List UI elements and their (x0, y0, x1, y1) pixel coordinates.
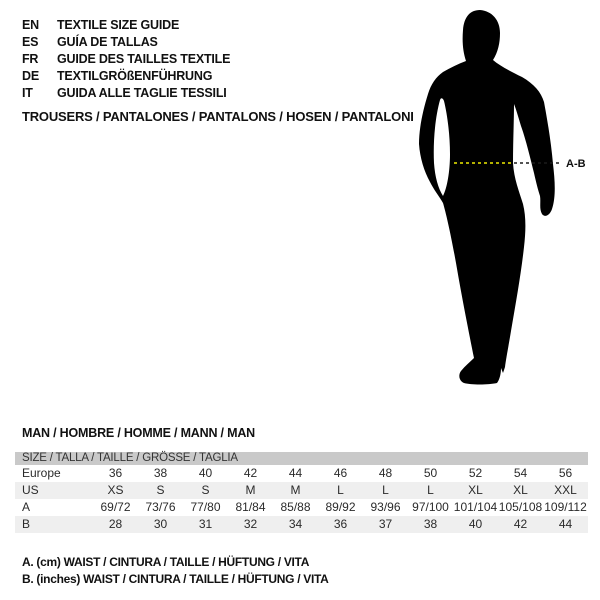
cell: 81/84 (235, 500, 266, 514)
cell: 37 (378, 517, 393, 531)
garment-heading: TROUSERS / PANTALONES / PANTALONS / HOSEN / PANTALONI (22, 109, 414, 124)
man-silhouette (419, 10, 555, 385)
cell: L (427, 483, 434, 497)
cell: 48 (378, 466, 393, 480)
cell: 52 (468, 466, 483, 480)
lang-row-it (22, 85, 230, 102)
cell: 44 (288, 466, 303, 480)
cell: L (382, 483, 389, 497)
cell: 28 (108, 517, 123, 531)
cell: 42 (243, 466, 258, 480)
lang-code: EN (22, 18, 39, 32)
lang-row-de (22, 68, 230, 85)
cell: 44 (558, 517, 573, 531)
lang-label: GUIDA ALLE TAGLIE TESSILI (57, 86, 227, 100)
cell: 40 (198, 466, 213, 480)
size-table (15, 452, 588, 533)
cell: M (245, 483, 256, 497)
lang-row-fr (22, 51, 230, 68)
table-row-us (15, 482, 588, 499)
cell: 73/76 (145, 500, 176, 514)
cell: S (156, 483, 165, 497)
cell: M (290, 483, 301, 497)
man-section-heading: MAN / HOMBRE / HOMME / MANN / MAN (22, 426, 255, 440)
cell: 109/112 (544, 500, 587, 514)
lang-code: IT (22, 86, 33, 100)
row-label: Europe (22, 466, 61, 480)
cell: 46 (333, 466, 348, 480)
cell: XS (107, 483, 124, 497)
lang-label: TEXTILGRÖßENFÜHRUNG (57, 69, 213, 83)
cell: XL (513, 483, 528, 497)
cell: 34 (288, 517, 303, 531)
man-silhouette-figure (400, 0, 600, 400)
language-guide (22, 17, 230, 102)
cell: 89/92 (325, 500, 356, 514)
lang-row-en (22, 17, 230, 34)
cell: 93/96 (370, 500, 401, 514)
lang-label: GUIDE DES TAILLES TEXTILE (57, 52, 231, 66)
row-label: US (22, 483, 39, 497)
cell: 30 (153, 517, 168, 531)
lang-row-es (22, 34, 230, 51)
cell: XXL (554, 483, 577, 497)
cell: L (337, 483, 344, 497)
cell: 36 (333, 517, 348, 531)
cell: 32 (243, 517, 258, 531)
footnote-a: A. (cm) WAIST / CINTURA / TAILLE / HÜFTUNG / VITA (22, 555, 310, 569)
row-label: A (22, 500, 31, 514)
cell: 50 (423, 466, 438, 480)
lang-label: GUÍA DE TALLAS (57, 35, 158, 49)
cell: 85/88 (280, 500, 311, 514)
table-row-a-cm (15, 499, 588, 516)
cell: 40 (468, 517, 483, 531)
cell: XL (468, 483, 483, 497)
cell: 101/104 (453, 500, 498, 514)
cell: 105/108 (498, 500, 543, 514)
footnotes (22, 554, 329, 588)
lang-code: DE (22, 69, 39, 83)
waist-measure-label: A-B (566, 158, 586, 170)
lang-code: FR (22, 52, 39, 66)
size-table-header: SIZE / TALLA / TAILLE / GRÖSSE / TAGLIA (15, 452, 588, 465)
cell: 54 (513, 466, 528, 480)
cell: 36 (108, 466, 123, 480)
cell: 31 (198, 517, 213, 531)
lang-code: ES (22, 35, 39, 49)
cell: 56 (558, 466, 573, 480)
table-row-b-inches (15, 516, 588, 533)
cell: 77/80 (190, 500, 221, 514)
cell: 38 (153, 466, 168, 480)
table-row-europe (15, 465, 588, 482)
cell: 42 (513, 517, 528, 531)
row-label: B (22, 517, 31, 531)
cell: 38 (423, 517, 438, 531)
cell: S (201, 483, 210, 497)
lang-label: TEXTILE SIZE GUIDE (57, 18, 180, 32)
cell: 97/100 (412, 500, 449, 514)
footnote-b: B. (inches) WAIST / CINTURA / TAILLE / HÜFTUNG / VITA (22, 572, 329, 586)
cell: 69/72 (100, 500, 131, 514)
